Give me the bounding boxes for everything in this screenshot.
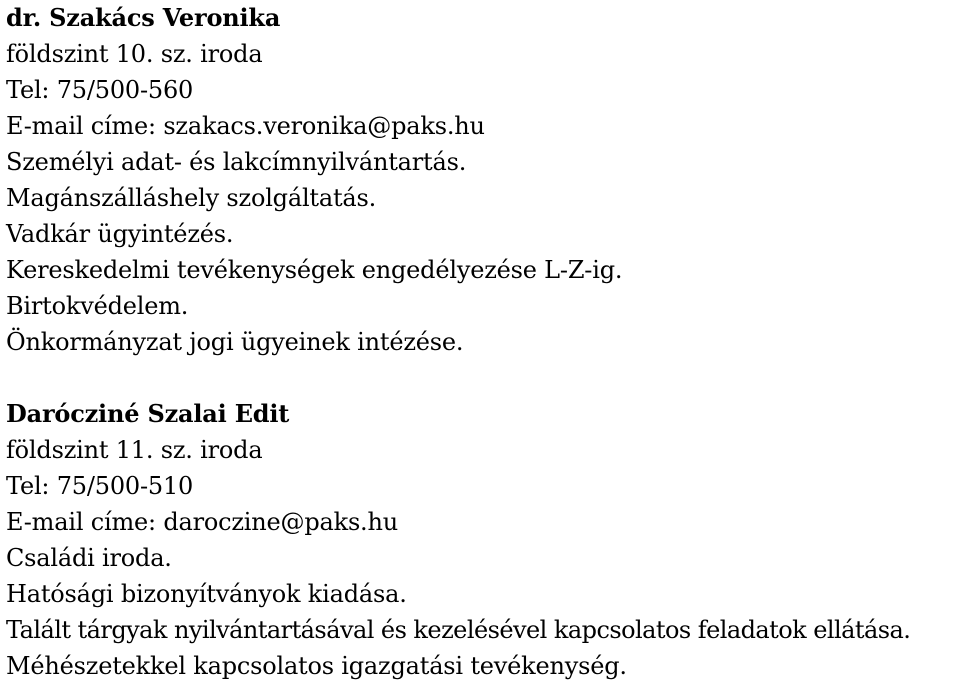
document-page xyxy=(6,0,956,684)
duty-item: Vadkár ügyintézés. xyxy=(6,220,234,248)
duty-item: Birtokvédelem. xyxy=(6,292,189,320)
duty-item: Önkormányzat jogi ügyeinek intézése. xyxy=(6,328,464,356)
section-spacer xyxy=(6,360,956,396)
duty-item: Magánszálláshely szolgáltatás. xyxy=(6,184,377,212)
contact-email: E-mail címe: daroczine@paks.hu xyxy=(6,508,399,536)
contact-email: E-mail címe: szakacs.veronika@paks.hu xyxy=(6,112,485,140)
contact-name: dr. Szakács Veronika xyxy=(6,3,281,32)
duty-item: Családi iroda. xyxy=(6,544,172,572)
duty-item: Kereskedelmi tevékenységek engedélyezése L-Z-ig. xyxy=(6,256,623,284)
contact-room: földszint 10. sz. iroda xyxy=(6,40,263,68)
contact-name: Darócziné Szalai Edit xyxy=(6,399,290,428)
duty-item: Személyi adat- és lakcímnyilvántartás. xyxy=(6,148,467,176)
contact-block-2 xyxy=(6,396,956,684)
contact-phone: Tel: 75/500-560 xyxy=(6,76,194,104)
contact-phone: Tel: 75/500-510 xyxy=(6,472,194,500)
contact-block-1 xyxy=(6,0,956,360)
duty-item: Hatósági bizonyítványok kiadása. xyxy=(6,580,407,608)
duty-item: Méhészetekkel kapcsolatos igazgatási tevékenység. xyxy=(6,652,627,680)
duty-item: Talált tárgyak nyilvántartásával és kezelésével kapcsolatos feladatok ellátása. xyxy=(6,616,911,644)
contact-room: földszint 11. sz. iroda xyxy=(6,436,263,464)
